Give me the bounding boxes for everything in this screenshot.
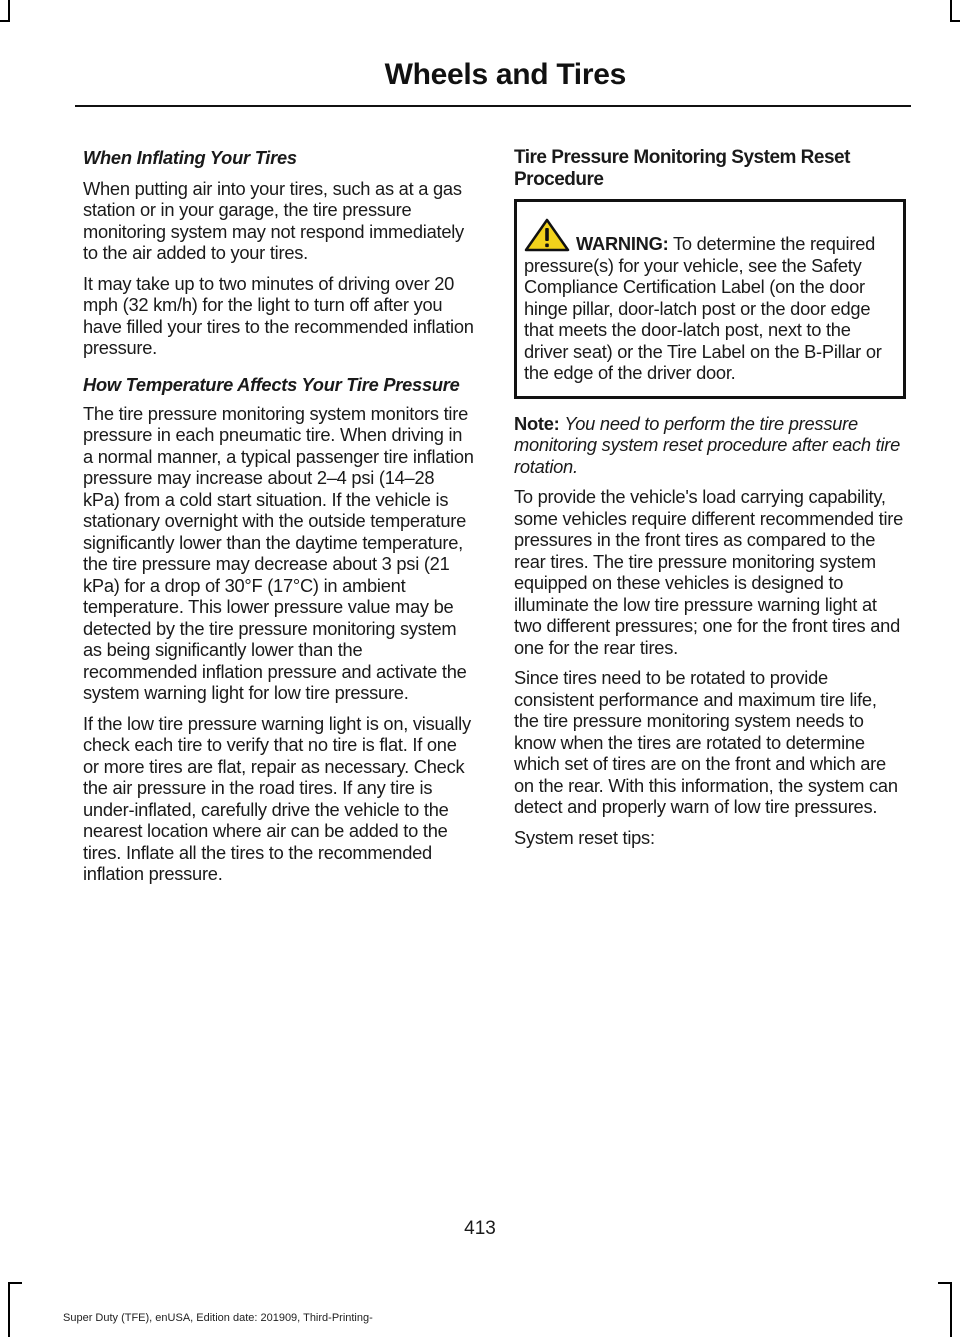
header-divider — [75, 105, 911, 107]
paragraph-reset-tips: System reset tips: — [514, 826, 655, 848]
note — [514, 413, 906, 478]
crop-mark-top-left-vertical — [8, 0, 10, 20]
crop-mark-top-left-horizontal — [0, 20, 10, 22]
paragraph-warning-light: If the low tire pressure warning light is on, visually check each tire to verify that no tire is flat. If one or more tires are flat, repair as necessary. Check the air pressure in the road tires. If any tire is under-inflated, carefully drive the vehicle to the nearest location where air can be added to the tires. Inflate all the tires to the recommended inflation pressure. — [83, 712, 471, 884]
crop-mark-top-right-horizontal — [950, 20, 960, 22]
note-text: You need to perform the tire pressure monitoring system reset procedure after each tire rotation. — [514, 412, 901, 477]
page-title: Wheels and Tires — [384, 58, 626, 91]
paragraph-rotation: Since tires need to be rotated to provide consistent performance and maximum tire life, the tire pressure monitoring system needs to know when the tires are rotated to determine which set of tires are on the front and which are on the rear. With this information, the system can detect and properly warn of low tire pressures. — [514, 667, 898, 817]
warning-box — [514, 199, 906, 399]
page-number: 413 — [464, 1218, 496, 1239]
crop-mark-top-right-vertical — [950, 0, 952, 20]
note-label: Note: — [514, 412, 560, 434]
heading-temperature: How Temperature Affects Your Tire Pressure — [83, 373, 460, 395]
crop-mark-bottom-right-vertical — [950, 1282, 952, 1337]
warning-text: To determine the required pressure(s) for your vehicle, see the Safety Compliance Certification Label (on the door hinge pillar, door-latch post or the door edge that meets the door-latch post, next to the driver seat) or the Tire Label on the B-Pillar or the edge of the driver door. — [524, 233, 882, 383]
crop-mark-bottom-right-horizontal — [938, 1282, 952, 1284]
paragraph-load: To provide the vehicle's load carrying capability, some vehicles require different recommended tire pressures in the front tires as compared to the rear tires. The tire pressure monitoring system equipped on these vehicles is designed to illuminate the low tire pressure warning light at two different pressures; one for the front tires and one for the rear tires. — [514, 486, 904, 658]
paragraph-inflating-2: It may take up to two minutes of driving over 20 mph (32 km/h) for the light to turn off after you have filled your tires to the recommended inflation pressure. — [83, 272, 474, 358]
warning-label: WARNING: — [576, 233, 669, 254]
footer-edition: Super Duty (TFE), enUSA, Edition date: 201909, Third-Printing- — [63, 1312, 373, 1324]
paragraph-temperature: The tire pressure monitoring system monitors tire pressure in each pneumatic tire. When driving in a normal manner, a typical passenger tire inflation pressure may increase about 2–4 psi (14–28 kPa) from a cold start situation. If the vehicle is stationary overnight with the outside temperature significantly lower than the daytime temperature, the tire pressure may decrease about 3 psi (21 kPa) for a drop of 30°F (17°C) in ambient temperature. This lower pressure value may be detected by the tire pressure monitoring system as being significantly lower than the recommended inflation pressure and activate the system warning light for low tire pressure. — [83, 402, 474, 703]
warning-triangle-icon — [524, 218, 570, 252]
right-column — [514, 147, 906, 857]
paragraph-inflating-1: When putting air into your tires, such as at a gas station or in your garage, the tire pressure monitoring system may not respond immediately to the air added to your tires. — [83, 177, 464, 263]
section-heading-reset-procedure: Tire Pressure Monitoring System Reset Procedure — [514, 147, 850, 190]
crop-mark-bottom-left-horizontal — [8, 1282, 22, 1284]
left-column — [83, 147, 475, 894]
crop-mark-bottom-left-vertical — [8, 1282, 10, 1337]
heading-when-inflating: When Inflating Your Tires — [83, 147, 297, 168]
